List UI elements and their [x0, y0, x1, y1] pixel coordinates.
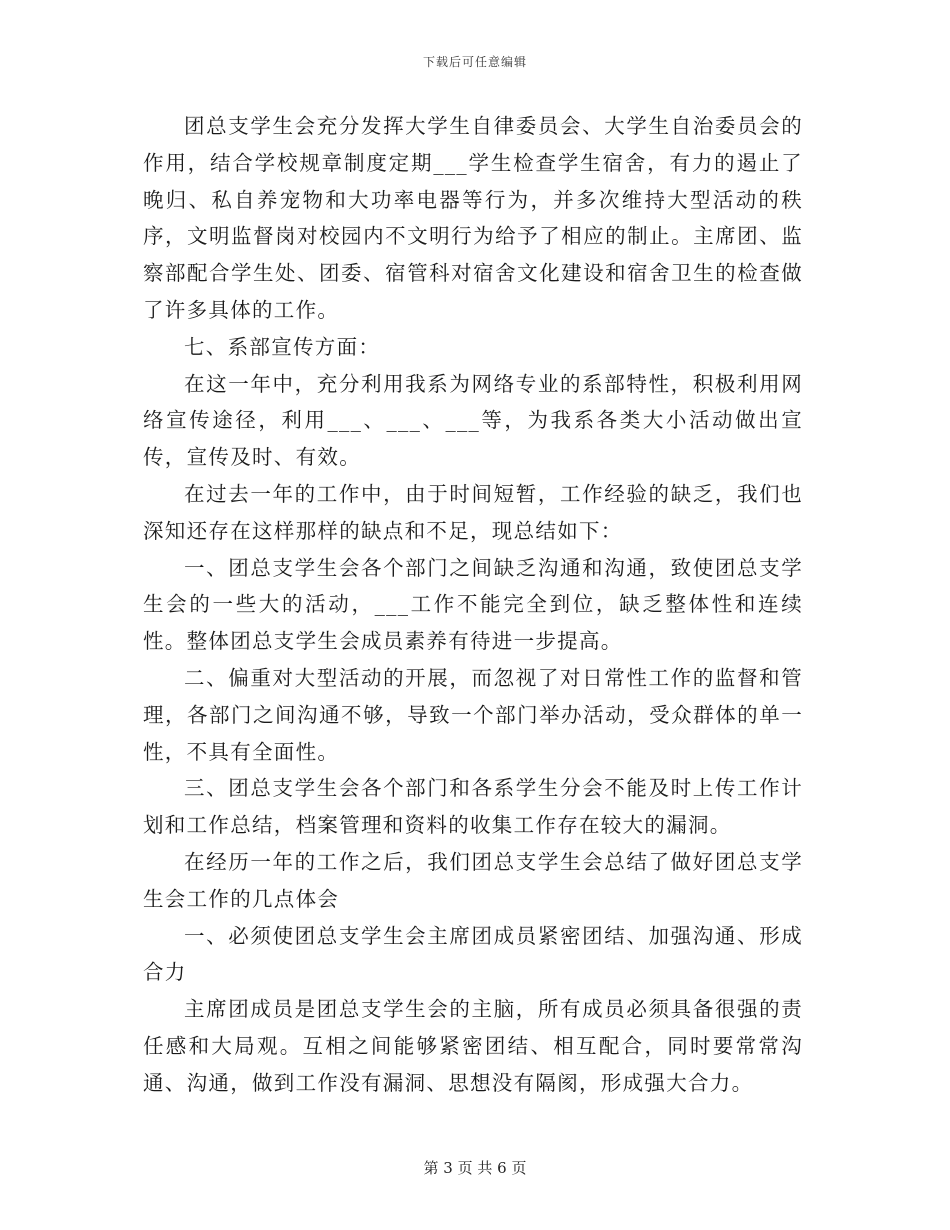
- paragraph-dormitory-inspection: 团总支学生会充分发挥大学生自律委员会、大学生自治委员会的作用，结合学校规章制度定期___学生检查学生宿舍，有力的遏止了晚归、私自养宠物和大功率电器等行为，并多次维持大型活动的秩序，文明监督岗对校园内不文明行为给予了相应的制止。主席团、监察部配合学生处、团委、宿管科对宿舍文化建设和宿舍卫生的检查做了许多具体的工作。: [143, 114, 803, 322]
- paragraph-shortcomings-intro: 在过去一年的工作中，由于时间短暂，工作经验的缺乏，我们也深知还存在这样那样的缺点和不足，现总结如下：: [143, 481, 803, 543]
- page-footer: 第 3 页 共 6 页: [423, 1159, 527, 1177]
- heading-publicity: 七、系部宣传方面：: [184, 334, 381, 359]
- paragraph-presidium: 主席团成员是团总支学生会的主脑，所有成员必须具备很强的责任感和大局观。互相之间能够紧密团结、相互配合，同时要常常沟通、沟通，做到工作没有漏洞、思想没有隔阂，形成强大合力。: [143, 997, 803, 1095]
- paragraph-experience-1: 一、必须使团总支学生会主席团成员紧密团结、加强沟通、形成合力: [143, 923, 803, 985]
- document-body: [143, 108, 803, 1102]
- page-header: 下载后可任意编辑: [422, 55, 527, 69]
- paragraph-shortcoming-3: 三、团总支学生会各个部门和各系学生分会不能及时上传工作计划和工作总结，档案管理和资料的收集工作存在较大的漏洞。: [143, 776, 803, 838]
- paragraph-shortcoming-2: 二、偏重对大型活动的开展，而忽视了对日常性工作的监督和管理，各部门之间沟通不够，导致一个部门举办活动，受众群体的单一性，不具有全面性。: [143, 665, 803, 764]
- paragraph-experience-intro: 在经历一年的工作之后，我们团总支学生会总结了做好团总支学生会工作的几点体会: [143, 849, 803, 911]
- paragraph-publicity: 在这一年中，充分利用我系为网络专业的系部特性，积极利用网络宣传途径，利用___、___、___等，为我系各类大小活动做出宣传，宣传及时、有效。: [143, 371, 803, 470]
- paragraph-shortcoming-1: 一、团总支学生会各个部门之间缺乏沟通和沟通，致使团总支学生会的一些大的活动，___工作不能完全到位，缺乏整体性和连续性。整体团总支学生会成员素养有待进一步提高。: [143, 555, 803, 654]
